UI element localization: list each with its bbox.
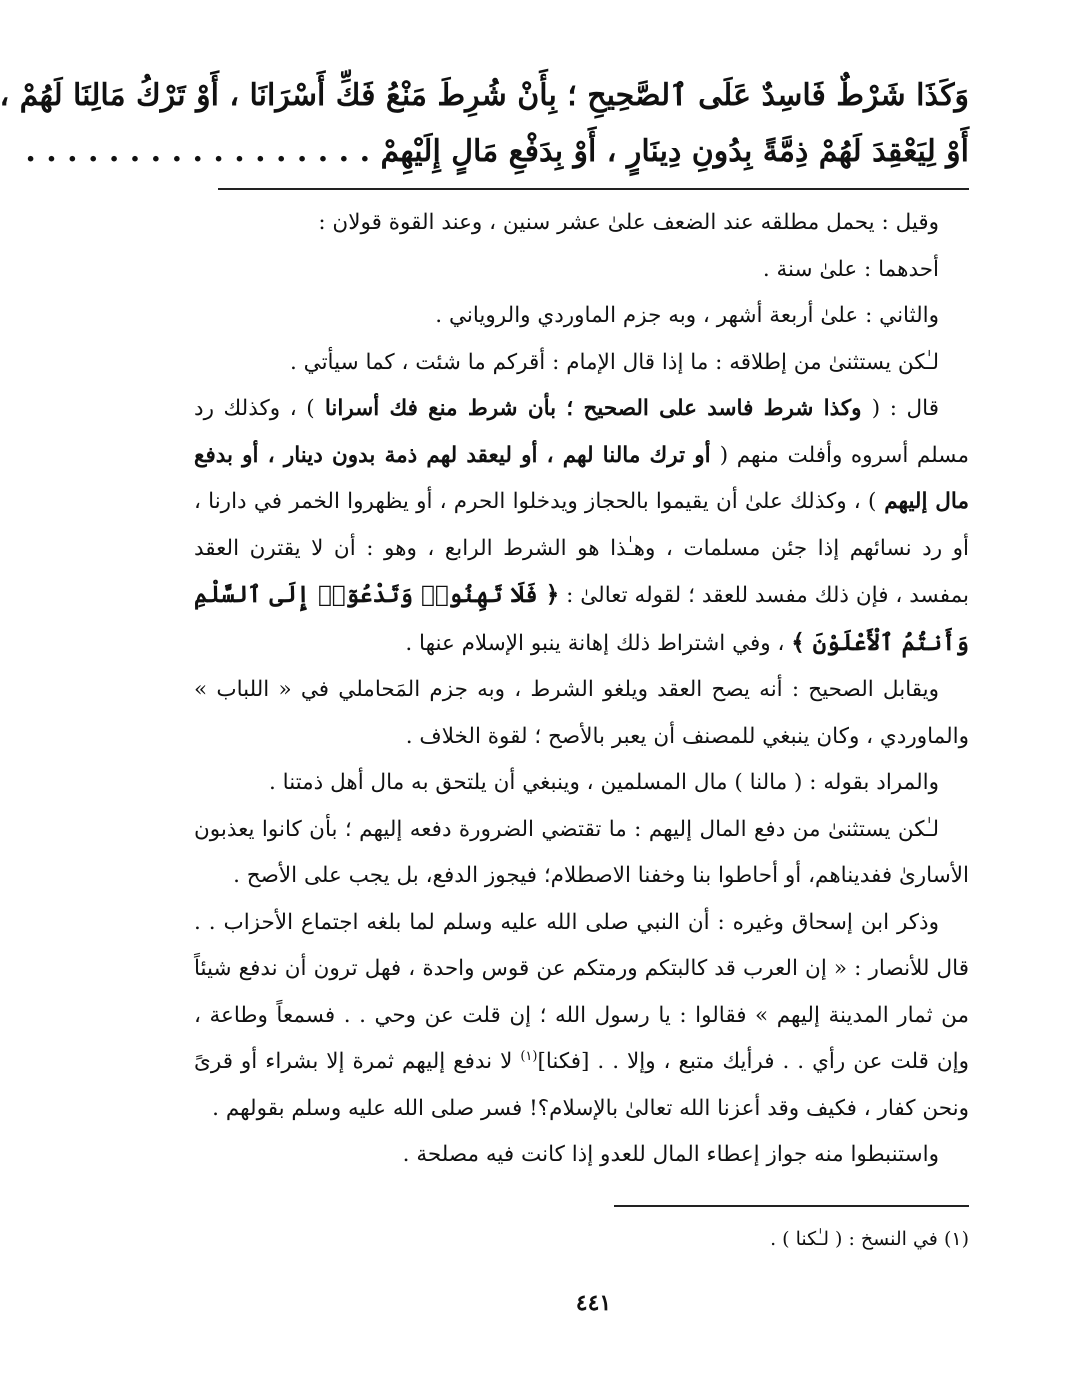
text-run: لا ندفع إليهم ثمرة إلا بشراء أو قرىً ونحن كفار ، فكيف وقد أعزنا الله تعالىٰ بالإسلام؟! فسر صلى الله عليه وسلم بقولهم . [194,1049,969,1121]
text-run: وذكر ابن إسحاق وغيره : أن النبي صلى الله عليه وسلم لما بلغه اجتماع الأحزاب . . قال للأنصار : « إن العرب قد كالبتكم ورمتكم عن قوس واحدة ، فهل ترون أن ندفع شيئاً من ثمار المدينة إليهم » فقالوا : يا رسول الله ؛ إن قلت عن وحي . . فسمعاً وطاعة ، وإن قلت عن رأي . . فرأيك متبع ، وإلا . . [فكنا] [194,909,969,1074]
text-run: ، وفي اشتراط ذلك إهانة ينبو الإسلام عنها . [405,630,792,656]
commentary-paragraph-4: لـٰكن يستثنىٰ من إطلاقه : ما إذا قال الإمام : أقركم ما شئت ، كما سيأتي . [289,349,939,375]
commentary-paragraph-3: والثاني : علىٰ أربعة أشهر ، وبه جزم الماوردي والروياني . [435,303,939,328]
footnote-reference[interactable]: (١) [520,1048,538,1064]
commentary-paragraph-9 [194,900,969,1133]
matn-line-2: أَوْ لِيَعْقِدَ لَهُمْ ذِمَّةً بِدُونِ دِينَارٍ ، أَوْ بِدَفْعِ مَالٍ إِلَيْهِمْ . . . . . . . . . . . . . . . . . [25,134,969,169]
text-run: قال : ( [871,396,939,421]
matn-separator-rule [218,188,969,190]
commentary-paragraph-5 [194,386,969,667]
commentary-text [194,200,969,1179]
commentary-paragraph-6: ويقابل الصحيح : أنه يصح العقد ويلغو الشرط ، وبه جزم المَحاملي في « اللباب » والماوردي ، وكان ينبغي للمصنف أن يعبر بالأصح ؛ لقوة الخلاف . [194,677,969,749]
footnote-marker: (١) [943,1228,969,1250]
commentary-paragraph-2: أحدهما : علىٰ سنة . [762,256,939,282]
commentary-paragraph-1: وقيل : يحمل مطلقه عند الضعف علىٰ عشر سنين ، وعند القوة قولان : [318,210,939,235]
matn-text [0,68,969,180]
text-run: ) ، وكذلك علىٰ أن يقيموا بالحجاز ويدخلوا الحرم ، أو يظهروا الخمر في دارنا ، أو رد نسائهم إذا جئن مسلمات ، وهـٰذا هو الشرط الرابع ، وهو : أن لا يقترن العقد بمفسد ، فإن ذلك مفسد للعقد ؛ لقوله تعالىٰ : [194,489,970,608]
matn-quote: وكذا شرط فاسد على الصحيح ؛ بأن شرط منع فك أسرانا [314,396,872,421]
commentary-paragraph-8: لـٰكن يستثنىٰ من دفع المال إليهم : ما تقتضي الضرورة دفعه إليهم ؛ بأن كانوا يعذبون الأسارىٰ ففديناهم، أو أحاطوا بنا وخفنا الاصطلام؛ فيجوز الدفع، بل يجب على الأصح . [194,816,969,888]
page-number: ٤٤١ [575,1290,612,1316]
commentary-paragraph-10: واستنبطوا منه جواز إعطاء المال للعدو إذا كانت فيه مصلحة . [402,1142,939,1167]
matn-line-1: وَكَذَا شَرْطٌ فَاسِدٌ عَلَى ٱلصَّحِيحِ ؛ بِأَنْ شُرِطَ مَنْعُ فَكِّ أَسْرَانَا ، أَوْ تَرْكُ مَالِنَا لَهُمْ ، [0,78,969,113]
footnote [218,1222,969,1256]
quran-verse: ﴿ فَلَا تَهِنُوا۟ وَتَدْعُوٓا۟ إِلَى ٱلسَّلْمِ وَأَنتُمُ ٱلْأَعْلَوْنَ ﴾ [194,581,969,656]
matn-quote: أو ترك مالنا لهم ، أو ليعقد لهم ذمة بدون دينار ، أو بدفع مال إليهم [194,442,969,514]
commentary-paragraph-7: والمراد بقوله : ( مالنا ) مال المسلمين ، وينبغي أن يلتحق به مال أهل ذمتنا . [268,770,939,795]
footnote-text: في النسخ : ( لـٰكنا ) . [770,1228,938,1250]
text-run: ) ، وكذلك رد مسلم أسروه وأفلت منهم ( [194,396,969,468]
footnote-separator-rule [614,1205,969,1207]
